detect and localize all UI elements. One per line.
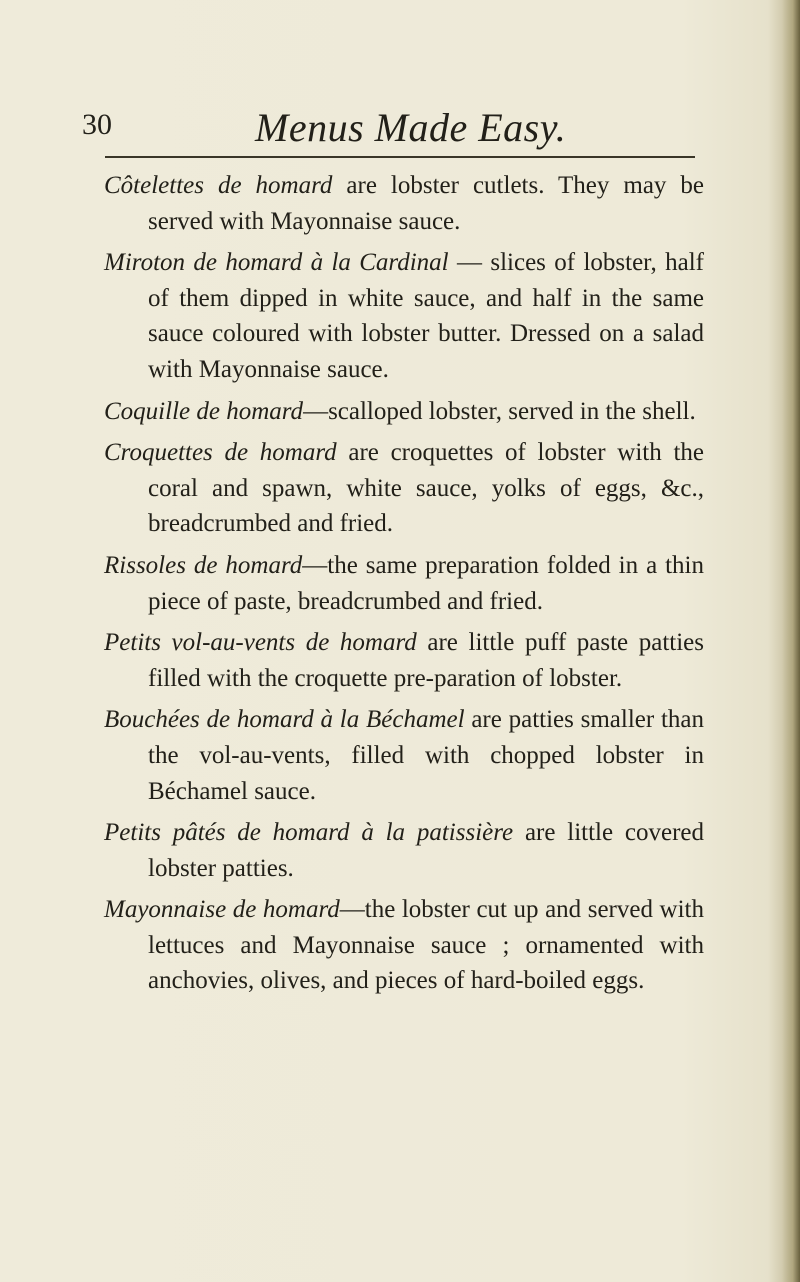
- entry-bouchees: [104, 702, 704, 809]
- entry-vol-au-vents: [104, 625, 704, 696]
- entry-text: —the same preparation folded in a thin piece of paste, breadcrumbed and fried.: [148, 551, 704, 615]
- entry-rissoles: [104, 548, 704, 619]
- entry-term: Miroton de homard à la Cardinal: [104, 249, 449, 277]
- entry-term: Mayonnaise de homard: [104, 896, 340, 924]
- entry-term: Petits pâtés de homard à la patissière: [104, 819, 514, 847]
- entry-term: Petits vol-au-vents de homard: [104, 629, 417, 657]
- running-title: Menus Made Easy.: [255, 105, 567, 150]
- entry-petits-pates: [104, 815, 704, 886]
- page-header: [82, 104, 712, 154]
- entry-text: —scalloped lobster, served in the shell.: [303, 397, 696, 425]
- header-rule: [105, 156, 695, 158]
- entry-text: —the lobster cut up and served with lettuces and Mayonnaise sauce ; ornamented with anchovies, olives, and pieces of hard-boiled eggs.: [148, 896, 704, 995]
- entry-text: are little covered lobster patties.: [148, 819, 704, 882]
- page-edge-shadow: [782, 0, 800, 1282]
- entry-text: — slices of lobster, half of them dipped in white sauce, and half in the same sauce coloured with lobster butter. Dressed on a salad with Mayonnaise sauce.: [148, 249, 704, 383]
- entry-term: Coquille de homard: [104, 397, 304, 425]
- entry-text: are little puff paste patties filled with the croquette pre-paration of lobster.: [148, 629, 704, 692]
- entry-term: Côtelettes de homard: [104, 172, 333, 199]
- entry-text: are croquettes of lobster with the coral and spawn, white sauce, yolks of eggs, &c., breadcrumbed and fried.: [148, 439, 704, 538]
- entry-cotelettes: [104, 168, 704, 239]
- entry-text: are patties smaller than the vol-au-vents, filled with chopped lobster in Béchamel sauce.: [148, 706, 705, 805]
- entry-coquille: [104, 394, 704, 430]
- recipe-entries: [104, 168, 704, 1005]
- entry-croquettes: [104, 435, 704, 542]
- entry-text: are lobster cutlets. They may be served with Mayonnaise sauce.: [148, 172, 704, 235]
- page-number: 30: [82, 108, 112, 141]
- entry-term: Croquettes de homard: [104, 439, 337, 467]
- entry-term: Rissoles de homard: [104, 551, 303, 579]
- entry-miroton: [104, 245, 704, 387]
- entry-term: Bouchées de homard à la Béchamel: [104, 706, 465, 734]
- entry-mayonnaise: [104, 892, 704, 999]
